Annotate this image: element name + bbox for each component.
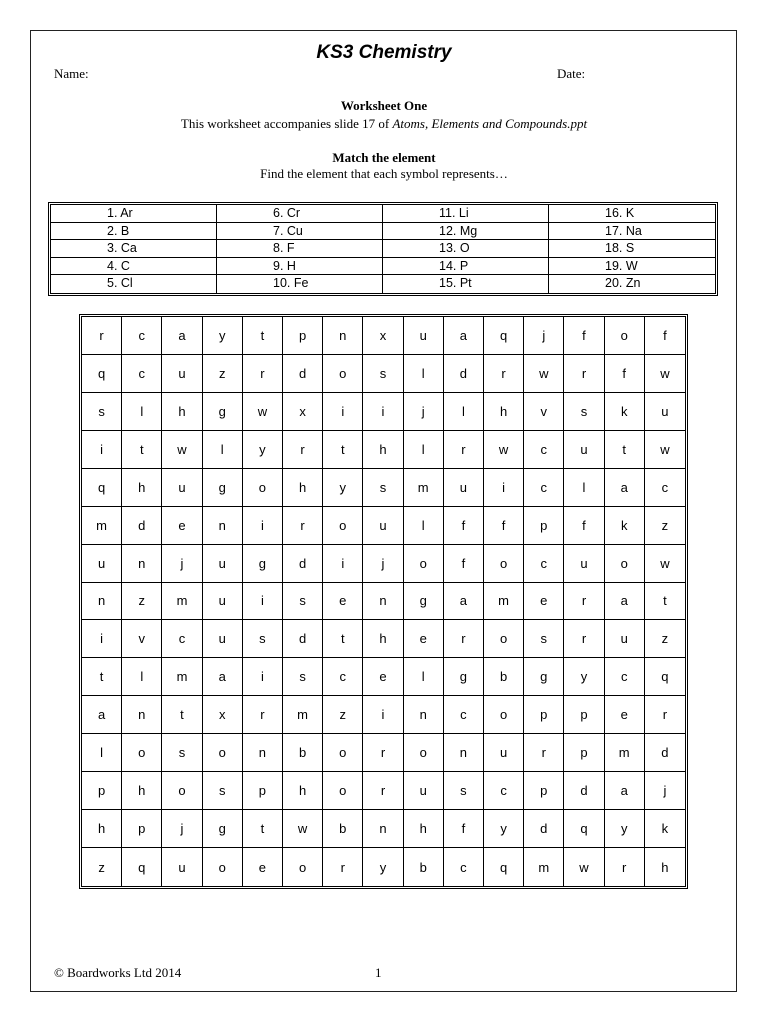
grid-letter: z — [122, 583, 162, 621]
grid-letter: i — [323, 545, 363, 583]
grid-letter: s — [162, 734, 202, 772]
grid-letter: z — [323, 696, 363, 734]
grid-letter: t — [122, 431, 162, 469]
grid-letter: l — [122, 393, 162, 431]
worksheet-file-name: Atoms, Elements and Compounds.ppt — [392, 116, 588, 131]
grid-letter: x — [283, 393, 323, 431]
grid-letter: q — [82, 355, 122, 393]
grid-letter: d — [524, 810, 564, 848]
grid-letter: a — [444, 317, 484, 355]
grid-letter: i — [363, 393, 403, 431]
symbol-cell: 18. S — [549, 240, 715, 258]
grid-letter: o — [162, 772, 202, 810]
grid-letter: s — [82, 393, 122, 431]
grid-letter: d — [645, 734, 685, 772]
grid-letter: n — [363, 583, 403, 621]
grid-letter: m — [82, 507, 122, 545]
grid-letter: s — [283, 583, 323, 621]
grid-letter: p — [524, 772, 564, 810]
match-title: Match the element — [332, 150, 436, 165]
grid-letter: o — [484, 620, 524, 658]
grid-letter: w — [243, 393, 283, 431]
grid-letter: w — [162, 431, 202, 469]
grid-letter: u — [162, 848, 202, 886]
grid-letter: m — [162, 658, 202, 696]
grid-letter: u — [404, 317, 444, 355]
grid-letter: u — [203, 583, 243, 621]
grid-letter: g — [444, 658, 484, 696]
grid-letter: w — [524, 355, 564, 393]
grid-letter: h — [363, 620, 403, 658]
grid-letter: g — [203, 469, 243, 507]
grid-letter: u — [444, 469, 484, 507]
grid-letter: m — [605, 734, 645, 772]
grid-letter: r — [645, 696, 685, 734]
grid-letter: a — [605, 772, 645, 810]
grid-letter: j — [404, 393, 444, 431]
grid-letter: n — [82, 583, 122, 621]
grid-letter: r — [484, 355, 524, 393]
grid-letter: p — [524, 696, 564, 734]
grid-letter: n — [404, 696, 444, 734]
grid-letter: t — [323, 620, 363, 658]
grid-letter: i — [243, 658, 283, 696]
grid-letter: g — [404, 583, 444, 621]
grid-letter: i — [243, 583, 283, 621]
grid-letter: i — [82, 620, 122, 658]
grid-letter: e — [162, 507, 202, 545]
grid-letter: q — [122, 848, 162, 886]
grid-letter: h — [82, 810, 122, 848]
page-number: 1 — [375, 965, 382, 980]
grid-letter: z — [645, 507, 685, 545]
grid-letter: s — [283, 658, 323, 696]
wordsearch-grid — [79, 314, 688, 889]
grid-letter: u — [404, 772, 444, 810]
grid-letter: h — [404, 810, 444, 848]
grid-letter: n — [122, 545, 162, 583]
grid-letter: x — [363, 317, 403, 355]
grid-letter: y — [605, 810, 645, 848]
grid-letter: n — [122, 696, 162, 734]
grid-letter: j — [162, 810, 202, 848]
grid-letter: c — [524, 431, 564, 469]
grid-letter: o — [323, 772, 363, 810]
grid-letter: t — [645, 583, 685, 621]
grid-letter: d — [283, 620, 323, 658]
grid-letter: a — [444, 583, 484, 621]
grid-letter: e — [323, 583, 363, 621]
grid-letter: d — [444, 355, 484, 393]
grid-letter: h — [484, 393, 524, 431]
grid-letter: c — [605, 658, 645, 696]
grid-letter: l — [444, 393, 484, 431]
grid-letter: a — [82, 696, 122, 734]
grid-letter: o — [203, 848, 243, 886]
grid-letter: b — [283, 734, 323, 772]
grid-letter: d — [283, 355, 323, 393]
grid-letter: c — [444, 848, 484, 886]
grid-letter: u — [564, 431, 604, 469]
grid-letter: s — [444, 772, 484, 810]
grid-letter: p — [524, 507, 564, 545]
grid-letter: h — [661, 859, 669, 875]
grid-letter: r — [564, 583, 604, 621]
grid-letter: a — [162, 317, 202, 355]
symbol-cell: 12. Mg — [383, 223, 549, 241]
grid-letter: b — [323, 810, 363, 848]
grid-letter: t — [243, 810, 283, 848]
symbol-cell: 17. Na — [549, 223, 715, 241]
grid-letter: r — [444, 620, 484, 658]
grid-letter: s — [203, 772, 243, 810]
grid-letter: h — [122, 772, 162, 810]
grid-letter: b — [484, 658, 524, 696]
grid-letter: r — [82, 317, 122, 355]
symbol-cell: 11. Li — [383, 205, 549, 223]
grid-letter: t — [605, 431, 645, 469]
grid-letter: y — [484, 810, 524, 848]
grid-letter: m — [283, 696, 323, 734]
grid-letter: g — [203, 810, 243, 848]
grid-letter: c — [524, 545, 564, 583]
symbol-cell: 8. F — [217, 240, 383, 258]
grid-letter: f — [564, 317, 604, 355]
grid-letter: j — [645, 772, 685, 810]
symbol-cell: 15. Pt — [383, 275, 549, 293]
name-label: Name: — [54, 66, 89, 81]
grid-letter: o — [323, 734, 363, 772]
grid-letter: h — [283, 772, 323, 810]
grid-letter: n — [363, 810, 403, 848]
grid-letter: y — [243, 431, 283, 469]
symbol-cell: 10. Fe — [217, 275, 383, 293]
symbol-table — [48, 202, 718, 296]
grid-letter: p — [122, 810, 162, 848]
grid-letter: p — [243, 772, 283, 810]
grid-letter: t — [323, 431, 363, 469]
grid-letter: g — [243, 545, 283, 583]
grid-letter: r — [243, 355, 283, 393]
grid-letter: u — [203, 620, 243, 658]
grid-letter: r — [283, 507, 323, 545]
grid-letter: m — [162, 583, 202, 621]
grid-letter: w — [484, 431, 524, 469]
grid-letter: o — [323, 355, 363, 393]
grid-letter: o — [243, 469, 283, 507]
grid-letter: h — [283, 469, 323, 507]
grid-letter: c — [162, 620, 202, 658]
symbol-cell: 1. Ar — [51, 205, 217, 223]
grid-letter: a — [605, 469, 645, 507]
grid-letter: c — [444, 696, 484, 734]
worksheet-subtitle — [0, 116, 768, 132]
grid-letter: w — [564, 848, 604, 886]
grid-letter: u — [605, 620, 645, 658]
grid-letter: r — [564, 620, 604, 658]
worksheet-title: Worksheet One — [340, 98, 428, 113]
grid-letter: r — [323, 848, 363, 886]
grid-letter: o — [404, 545, 444, 583]
grid-letter: g — [524, 658, 564, 696]
symbol-cell: 2. B — [51, 223, 217, 241]
grid-letter: w — [645, 355, 685, 393]
symbol-cell: 13. O — [383, 240, 549, 258]
grid-letter: q — [564, 810, 604, 848]
grid-letter: k — [605, 393, 645, 431]
grid-letter: j — [162, 545, 202, 583]
grid-letter: u — [645, 393, 685, 431]
grid-letter: l — [404, 355, 444, 393]
grid-letter: o — [323, 507, 363, 545]
grid-letter: p — [564, 734, 604, 772]
grid-letter: u — [162, 355, 202, 393]
grid-letter: z — [645, 620, 685, 658]
grid-letter: i — [484, 469, 524, 507]
grid-letter: s — [524, 620, 564, 658]
grid-letter: r — [564, 355, 604, 393]
grid-letter: f — [444, 810, 484, 848]
grid-letter: s — [363, 469, 403, 507]
grid-letter: f — [645, 317, 685, 355]
grid-letter: d — [122, 507, 162, 545]
grid-letter: u — [564, 545, 604, 583]
grid-letter: r — [363, 734, 403, 772]
grid-letter: r — [605, 848, 645, 886]
grid-letter: p — [283, 317, 323, 355]
grid-letter: y — [203, 317, 243, 355]
symbol-cell: 9. H — [217, 258, 383, 276]
grid-letter: j — [363, 545, 403, 583]
grid-letter: q — [484, 317, 524, 355]
grid-letter: d — [283, 545, 323, 583]
grid-letter: u — [484, 734, 524, 772]
grid-letter: d — [564, 772, 604, 810]
grid-letter: k — [605, 507, 645, 545]
symbol-cell: 7. Cu — [217, 223, 383, 241]
grid-letter: r — [283, 431, 323, 469]
grid-letter: l — [404, 431, 444, 469]
grid-letter: c — [484, 772, 524, 810]
grid-letter: h — [363, 431, 403, 469]
grid-letter: g — [203, 393, 243, 431]
grid-letter: f — [605, 355, 645, 393]
grid-letter: i — [363, 696, 403, 734]
grid-letter: y — [323, 469, 363, 507]
grid-letter: m — [524, 848, 564, 886]
grid-letter: y — [564, 658, 604, 696]
grid-letter: l — [564, 469, 604, 507]
grid-letter: c — [122, 355, 162, 393]
grid-letter: o — [404, 734, 444, 772]
grid-letter: p — [564, 696, 604, 734]
copyright-text: © Boardworks Ltd 2014 — [54, 965, 182, 980]
symbol-cell: 3. Ca — [51, 240, 217, 258]
grid-letter: k — [645, 810, 685, 848]
grid-letter: l — [404, 658, 444, 696]
symbol-cell: 20. Zn — [605, 276, 641, 291]
grid-letter: o — [283, 848, 323, 886]
grid-letter: t — [243, 317, 283, 355]
grid-letter: w — [283, 810, 323, 848]
grid-letter: o — [203, 734, 243, 772]
grid-letter: f — [564, 507, 604, 545]
grid-letter: i — [82, 431, 122, 469]
grid-letter: l — [404, 507, 444, 545]
grid-letter: o — [484, 696, 524, 734]
grid-letter: t — [162, 696, 202, 734]
grid-letter: m — [404, 469, 444, 507]
grid-letter: q — [645, 658, 685, 696]
grid-letter: m — [484, 583, 524, 621]
symbol-cell: 5. Cl — [51, 275, 217, 293]
symbol-cell: 14. P — [383, 258, 549, 276]
grid-letter: t — [82, 658, 122, 696]
grid-letter: e — [605, 696, 645, 734]
grid-letter: s — [363, 355, 403, 393]
grid-letter: r — [524, 734, 564, 772]
grid-letter: n — [243, 734, 283, 772]
grid-letter: f — [444, 545, 484, 583]
grid-letter: v — [122, 620, 162, 658]
grid-letter: e — [404, 620, 444, 658]
grid-letter: z — [203, 355, 243, 393]
grid-letter: o — [122, 734, 162, 772]
grid-letter: u — [203, 545, 243, 583]
grid-letter: i — [323, 393, 363, 431]
grid-letter: r — [444, 431, 484, 469]
grid-letter: l — [122, 658, 162, 696]
grid-letter: n — [323, 317, 363, 355]
page-title: KS3 Chemistry — [316, 42, 452, 63]
symbol-cell: 19. W — [549, 258, 715, 276]
grid-letter: s — [243, 620, 283, 658]
grid-letter: w — [645, 545, 685, 583]
symbol-cell: 4. C — [51, 258, 217, 276]
grid-letter: r — [363, 772, 403, 810]
symbol-cell: 16. K — [549, 205, 715, 223]
grid-letter: o — [605, 545, 645, 583]
grid-letter: q — [484, 848, 524, 886]
grid-letter: u — [162, 469, 202, 507]
grid-letter: c — [122, 317, 162, 355]
grid-letter: b — [404, 848, 444, 886]
grid-letter: z — [82, 848, 122, 886]
grid-letter: j — [524, 317, 564, 355]
grid-letter: p — [82, 772, 122, 810]
grid-letter: u — [82, 545, 122, 583]
grid-letter: e — [243, 848, 283, 886]
worksheet-subtitle-text: This worksheet accompanies slide 17 of — [180, 116, 393, 131]
grid-letter: v — [524, 393, 564, 431]
grid-letter: r — [243, 696, 283, 734]
grid-letter: n — [444, 734, 484, 772]
grid-letter: h — [122, 469, 162, 507]
grid-letter: l — [82, 734, 122, 772]
grid-letter: c — [524, 469, 564, 507]
grid-letter: f — [484, 507, 524, 545]
grid-letter: q — [82, 469, 122, 507]
grid-letter: h — [162, 393, 202, 431]
grid-letter: c — [323, 658, 363, 696]
grid-letter: w — [645, 431, 685, 469]
grid-letter: c — [645, 469, 685, 507]
grid-letter: u — [363, 507, 403, 545]
date-label: Date: — [557, 66, 586, 81]
grid-letter: a — [203, 658, 243, 696]
grid-letter: s — [564, 393, 604, 431]
grid-letter: e — [524, 583, 564, 621]
grid-letter: y — [363, 848, 403, 886]
grid-letter: i — [243, 507, 283, 545]
grid-letter: l — [203, 431, 243, 469]
match-instruction: Find the element that each symbol represents… — [260, 166, 508, 181]
grid-letter: n — [203, 507, 243, 545]
grid-letter: e — [363, 658, 403, 696]
grid-letter: x — [203, 696, 243, 734]
grid-letter: o — [605, 317, 645, 355]
grid-letter: a — [605, 583, 645, 621]
symbol-cell: 6. Cr — [217, 205, 383, 223]
grid-letter: f — [444, 507, 484, 545]
grid-letter: o — [484, 545, 524, 583]
